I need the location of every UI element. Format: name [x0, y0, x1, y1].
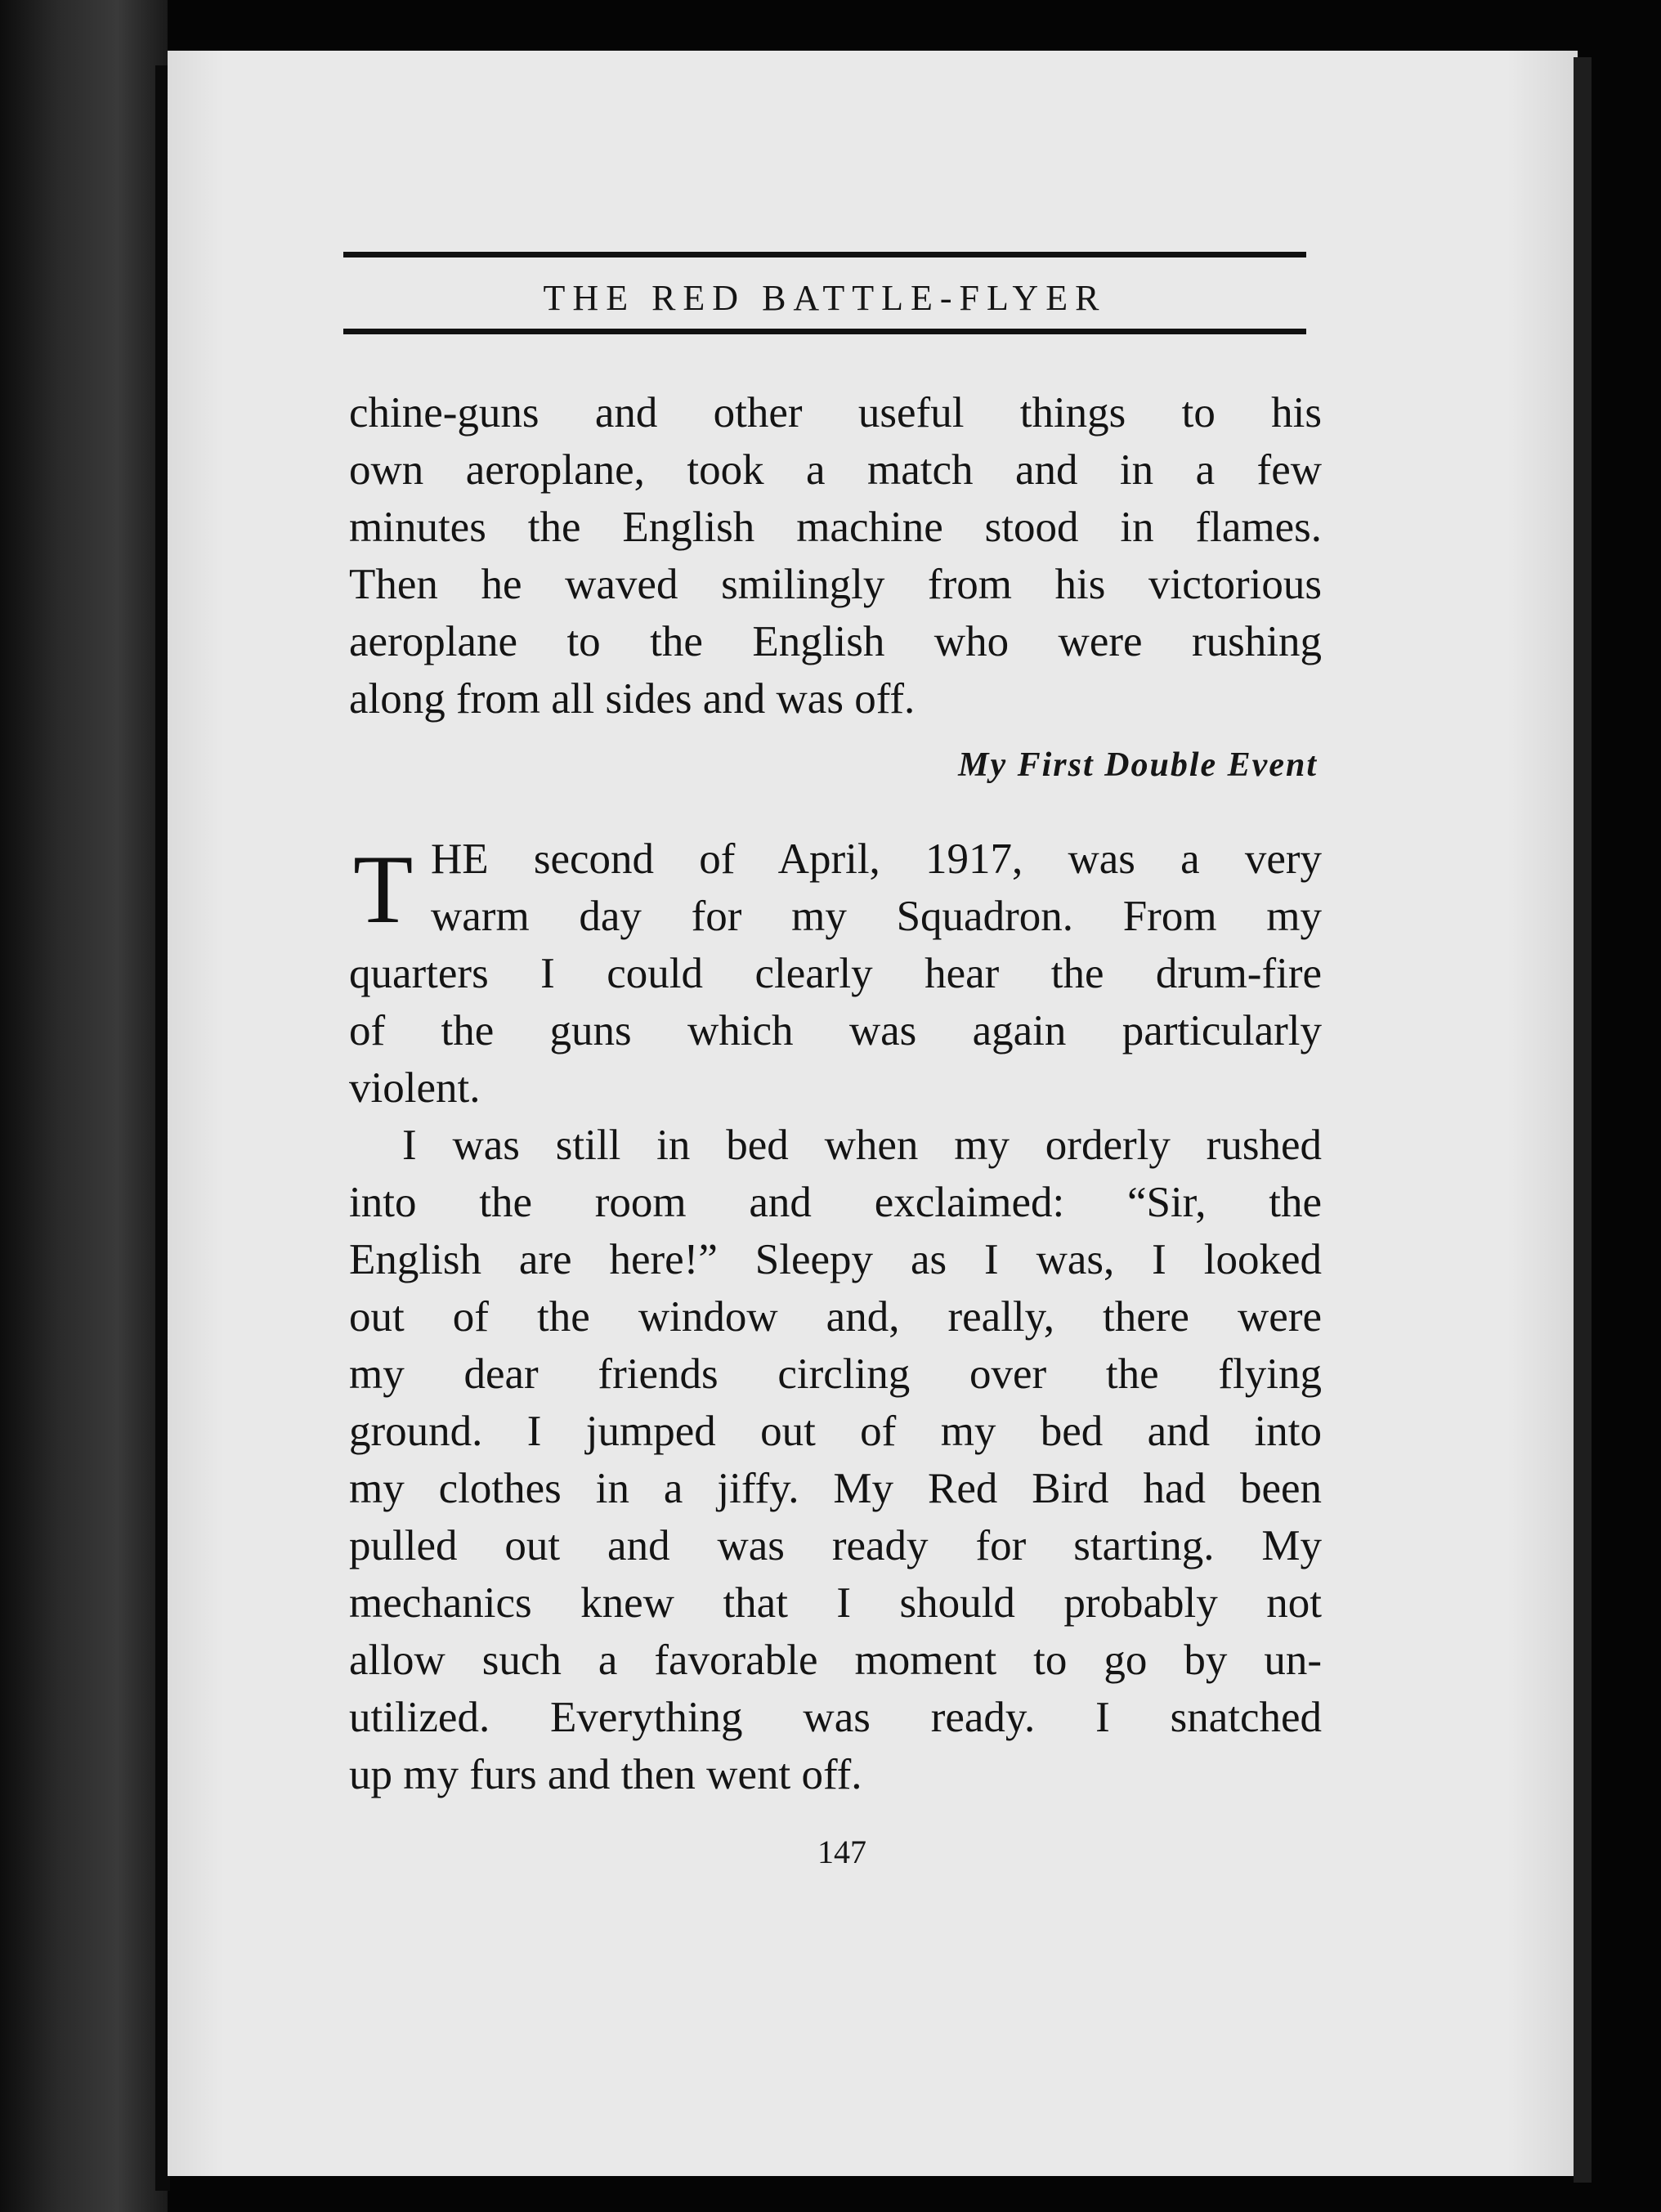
text-line: into the room and exclaimed: “Sir, the — [349, 1179, 1322, 1226]
text-line: pulled out and was ready for starting. My — [349, 1522, 1322, 1569]
paragraph-body — [349, 1117, 1322, 1803]
page-edge-shadow — [1574, 57, 1592, 2183]
paragraph-opening — [349, 831, 1322, 1117]
text-line: minutes the English machine stood in flames. — [349, 504, 1322, 551]
text-line: up my furs and then went off. — [349, 1751, 862, 1798]
header-rule-bottom — [343, 329, 1306, 334]
text-line: of the guns which was again particularly — [349, 1007, 1322, 1055]
text-line: quarters I could clearly hear the drum-fire — [349, 950, 1322, 997]
text-line: HE second of April, 1917, was a very — [431, 835, 1322, 883]
text-line: utilized. Everything was ready. I snatched — [349, 1694, 1322, 1741]
text-line: own aeroplane, took a match and in a few — [349, 446, 1322, 494]
text-line: violent. — [349, 1064, 481, 1112]
text-line: warm day for my Squadron. From my — [431, 893, 1322, 940]
section-title: My First Double Event — [958, 746, 1318, 784]
header-rule-top — [343, 252, 1306, 257]
text-line: aeroplane to the English who were rushing — [349, 618, 1322, 665]
text-line: allow such a favorable moment to go by un- — [349, 1637, 1322, 1684]
text-line: chine-guns and other useful things to his — [349, 389, 1322, 437]
text-line: Then he waved smilingly from his victorious — [349, 561, 1322, 608]
running-head: THE RED BATTLE-FLYER — [543, 278, 1107, 318]
text-line: mechanics knew that I should probably not — [349, 1579, 1322, 1627]
page-number: 147 — [817, 1834, 866, 1870]
left-gutter — [0, 0, 168, 2212]
text-line: out of the window and, really, there were — [349, 1293, 1322, 1341]
text-line: I was still in bed when my orderly rushed — [402, 1122, 1322, 1169]
text-line: my dear friends circling over the flying — [349, 1350, 1322, 1398]
text-line: my clothes in a jiffy. My Red Bird had been — [349, 1465, 1322, 1512]
text-line: English are here!” Sleepy as I was, I looked — [349, 1236, 1322, 1283]
drop-cap: T — [353, 835, 414, 943]
text-line: along from all sides and was off. — [349, 675, 916, 723]
paragraph-continuation — [349, 384, 1322, 728]
text-line: ground. I jumped out of my bed and into — [349, 1408, 1322, 1455]
